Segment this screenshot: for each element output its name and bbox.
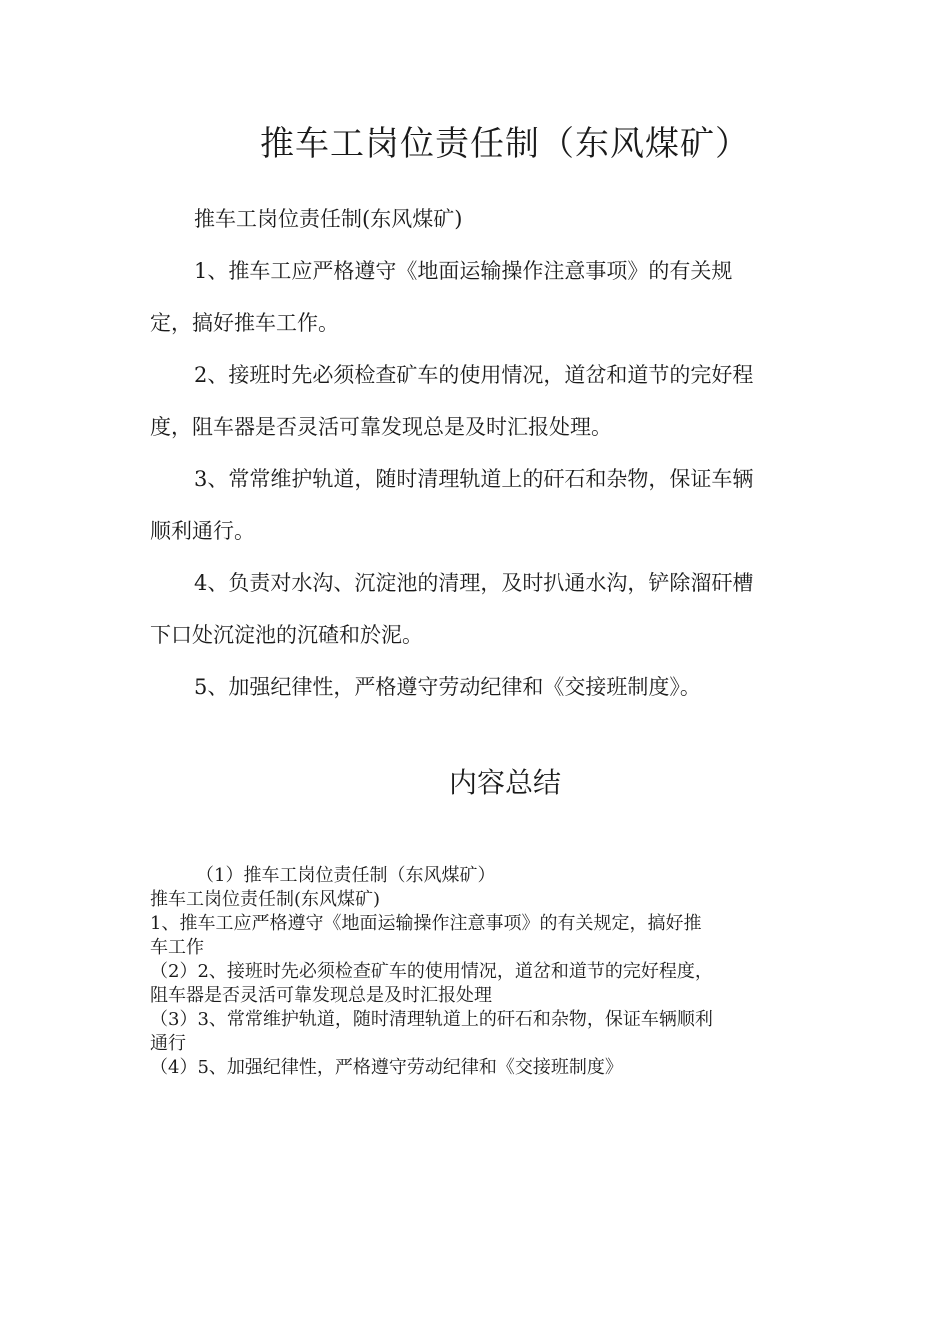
body-paragraph-3 <box>150 453 790 557</box>
paragraph-3-line-2: 顺利通行。 <box>150 519 255 543</box>
body-paragraph-5 <box>150 661 790 713</box>
paragraph-2-line-1: 2、接班时先必须检查矿车的使用情况，道岔和道节的完好程 <box>194 363 754 387</box>
document-title: 推车工岗位责任制（东风煤矿） <box>260 124 750 164</box>
summary-line: （3）3、常常维护轨道，随时清理轨道上的矸石和杂物，保证车辆顺利 <box>150 1009 713 1030</box>
summary-line: 推车工岗位责任制(东风煤矿) <box>150 889 381 910</box>
body-paragraph-2 <box>150 349 790 453</box>
body-paragraph-4 <box>150 557 790 661</box>
summary-line: （1）推车工岗位责任制（东风煤矿） <box>196 865 496 886</box>
summary-line: 1、推车工应严格遵守《地面运输操作注意事项》的有关规定，搞好推 <box>150 913 702 934</box>
summary-line: （4）5、加强纪律性，严格遵守劳动纪律和《交接班制度》 <box>150 1057 623 1078</box>
summary-line: 通行 <box>150 1033 186 1054</box>
summary-line: 车工作 <box>150 937 204 958</box>
paragraph-4-line-2: 下口处沉淀池的沉碴和於泥。 <box>150 623 423 647</box>
paragraph-2-line-2: 度，阻车器是否灵活可靠发现总是及时汇报处理。 <box>150 415 612 439</box>
paragraph-5-line-1: 5、加强纪律性，严格遵守劳动纪律和《交接班制度》。 <box>194 675 701 699</box>
paragraph-3-line-1: 3、常常维护轨道，随时清理轨道上的矸石和杂物，保证车辆 <box>194 467 754 491</box>
summary-line: （2）2、接班时先必须检查矿车的使用情况，道岔和道节的完好程度， <box>150 961 713 982</box>
document-body <box>150 193 790 713</box>
paragraph-4-line-1: 4、负责对水沟、沉淀池的清理，及时扒通水沟，铲除溜矸槽 <box>194 571 754 595</box>
summary-line: 阻车器是否灵活可靠发现总是及时汇报处理 <box>150 985 492 1006</box>
paragraph-1-line-2: 定，搞好推车工作。 <box>150 311 339 335</box>
paragraph-1-line-1: 1、推车工应严格遵守《地面运输操作注意事项》的有关规 <box>194 259 733 283</box>
body-subtitle: 推车工岗位责任制(东风煤矿) <box>194 207 463 231</box>
summary-title: 内容总结 <box>448 766 561 799</box>
body-paragraph-1 <box>150 245 790 349</box>
summary-block <box>150 864 800 1080</box>
